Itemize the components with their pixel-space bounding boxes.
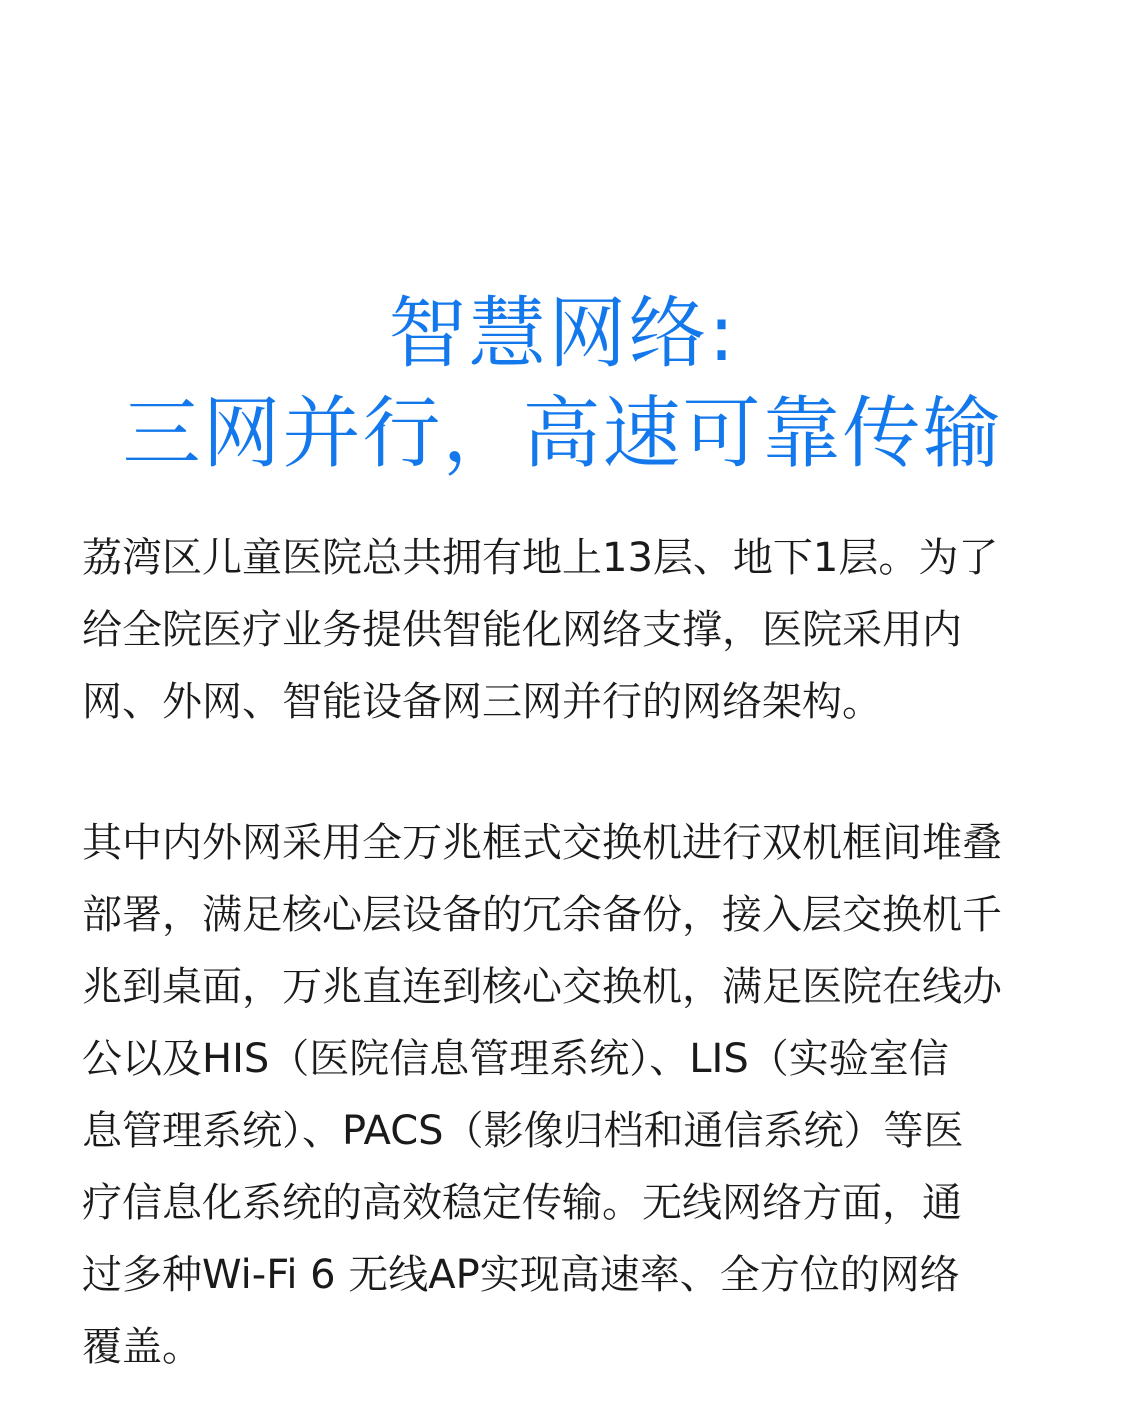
section-heading — [0, 284, 1125, 484]
heading-line-1: 智慧网络: — [388, 289, 737, 380]
paragraph-line: 兆到桌面，万兆直连到核心交换机，满足医院在线办 — [82, 964, 1002, 1010]
paragraph-line: 网、外网、智能设备网三网并行的网络架构。 — [82, 679, 882, 725]
paragraph-line: 息管理系统）、PACS（影像归档和通信系统）等医 — [82, 1108, 964, 1154]
paragraph-line: 给全院医疗业务提供智能化网络支撑，医院采用内 — [82, 607, 962, 653]
paragraph-line: 公以及HIS（医院信息管理系统）、LIS（实验室信 — [82, 1036, 949, 1082]
heading-line-2: 三网并行，高速可靠传输 — [122, 389, 1003, 480]
paragraph-line: 覆盖。 — [82, 1324, 202, 1370]
paragraph-line: 疗信息化系统的高效稳定传输。无线网络方面，通 — [82, 1180, 962, 1226]
intro-paragraph — [82, 522, 1044, 738]
paragraph-line: 过多种Wi-Fi 6 无线AP实现高速率、全方位的网络 — [82, 1252, 960, 1298]
detail-paragraph — [82, 807, 1044, 1383]
paragraph-line: 荔湾区儿童医院总共拥有地上13层、地下1层。为了 — [82, 535, 999, 581]
paragraph-line: 部署，满足核心层设备的冗余备份，接入层交换机千 — [82, 892, 1002, 938]
paragraph-line: 其中内外网采用全万兆框式交换机进行双机框间堆叠 — [82, 820, 1002, 866]
